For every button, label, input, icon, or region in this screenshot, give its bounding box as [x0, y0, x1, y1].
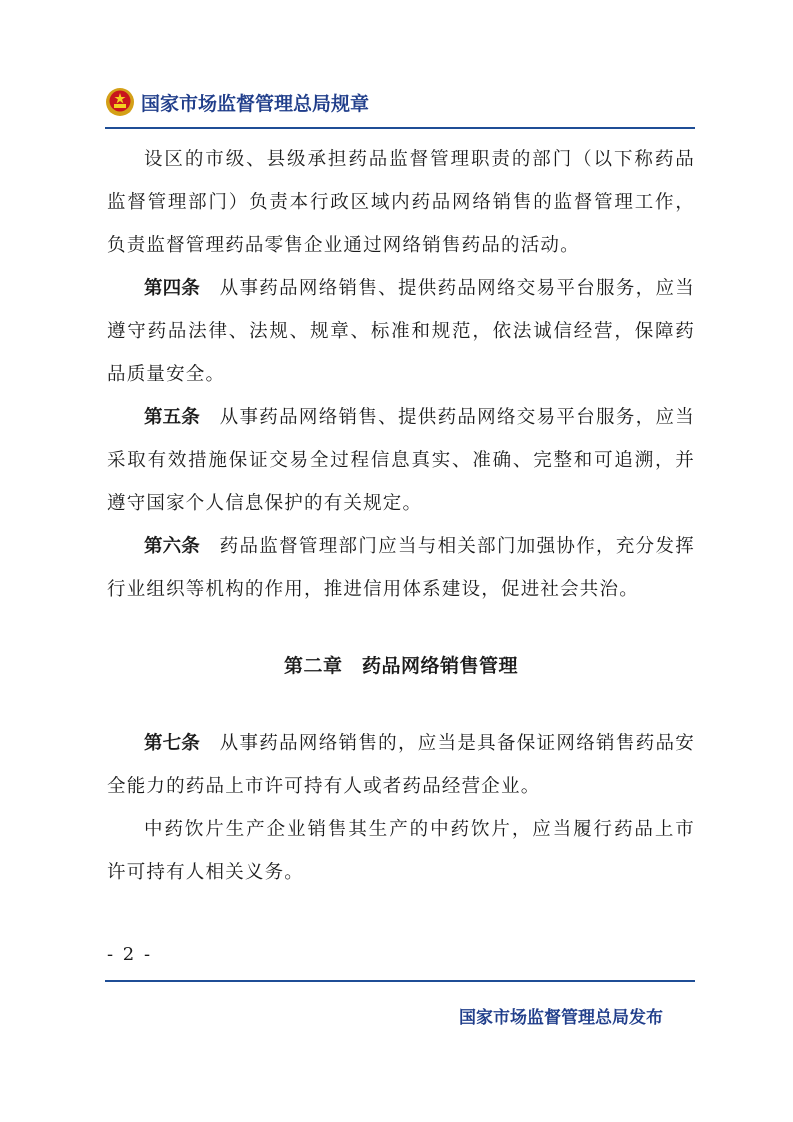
- article-4-number: 第四条: [144, 278, 200, 299]
- article-4-text: 从事药品网络销售、提供药品网络交易平台服务，应当遵守药品法律、法规、规章、标准和规范，依法诚信经营，保障药品质量安全。: [107, 278, 695, 385]
- article-7-text: 从事药品网络销售的，应当是具备保证网络销售药品安全能力的药品上市许可持有人或者药品经营企业。: [107, 733, 695, 797]
- header-title: 国家市场监督管理总局规章: [141, 92, 370, 115]
- article-6-number: 第六条: [144, 536, 200, 557]
- article-5-text: 从事药品网络销售、提供药品网络交易平台服务，应当采取有效措施保证交易全过程信息真实、准确、完整和可追溯，并遵守国家个人信息保护的有关规定。: [107, 407, 695, 514]
- article-6-text: 药品监督管理部门应当与相关部门加强协作，充分发挥行业组织等机构的作用，推进信用体系建设，促进社会共治。: [107, 536, 695, 600]
- page-number: - 2 -: [107, 944, 153, 965]
- footer-publisher: 国家市场监督管理总局发布: [459, 1008, 663, 1028]
- paragraph-continued: 设区的市级、县级承担药品监督管理职责的部门（以下称药品监督管理部门）负责本行政区域内药品网络销售的监督管理工作，负责监督管理药品零售企业通过网络销售药品的活动。: [107, 149, 695, 256]
- article-4: [107, 267, 695, 396]
- article-7: [107, 722, 695, 808]
- footer-rule: [105, 980, 695, 982]
- document-header: [105, 84, 369, 120]
- article-7-number: 第七条: [144, 733, 200, 754]
- document-body: [107, 138, 695, 894]
- article-5-number: 第五条: [144, 407, 200, 428]
- article-5: [107, 396, 695, 525]
- article-6: [107, 525, 695, 611]
- paragraph-last: 中药饮片生产企业销售其生产的中药饮片，应当履行药品上市许可持有人相关义务。: [107, 819, 695, 883]
- header-rule: [105, 127, 695, 129]
- chapter-title: 第二章 药品网络销售管理: [283, 655, 518, 677]
- national-emblem-icon: [105, 87, 135, 117]
